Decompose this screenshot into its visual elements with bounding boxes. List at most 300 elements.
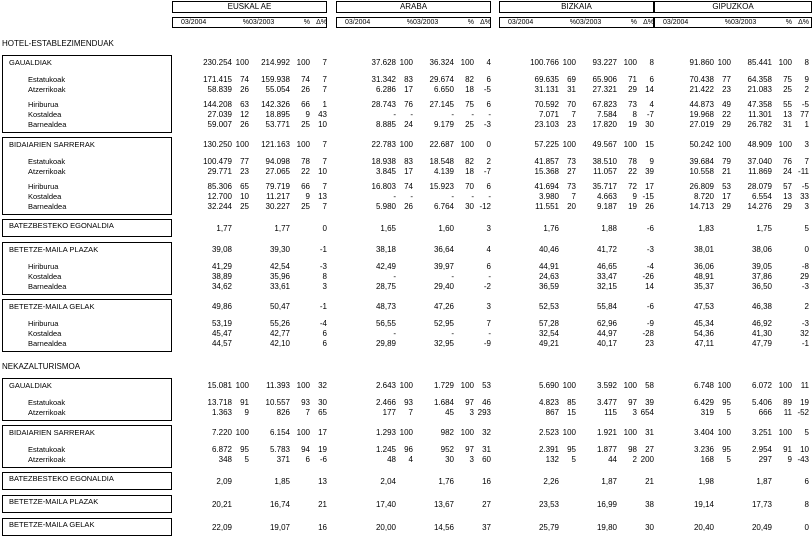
value-cell: 1,60 — [438, 224, 454, 233]
value-cell: 6 — [322, 339, 327, 348]
value-cell: 14.713 — [689, 202, 714, 211]
value-cell: 867 — [545, 408, 559, 417]
value-cell: 27 — [567, 167, 576, 176]
block-title: GAUALDIAK — [9, 58, 52, 67]
value-cell: 37,86 — [751, 272, 772, 281]
value-cell: 49 — [722, 100, 731, 109]
subheader-row — [499, 17, 654, 28]
value-cell: 5.980 — [375, 202, 396, 211]
value-cell: 13 — [783, 110, 792, 119]
value-cell: 10 — [318, 167, 327, 176]
value-cell: 1 — [804, 120, 809, 129]
value-cell: 9.187 — [596, 202, 617, 211]
value-cell: 4 — [649, 100, 654, 109]
value-cell: 100 — [562, 58, 576, 67]
value-cell: 2 — [486, 157, 491, 166]
value-cell: 83 — [404, 75, 413, 84]
value-cell: 1,83 — [698, 224, 714, 233]
value-cell: 56,55 — [375, 319, 396, 328]
value-cell: 44,57 — [211, 339, 232, 348]
value-cell: 6 — [305, 455, 310, 464]
value-cell: 6.650 — [433, 85, 454, 94]
value-cell: 6.429 — [693, 398, 714, 407]
value-cell: 53 — [722, 182, 731, 191]
value-cell: 10.557 — [265, 398, 290, 407]
value-cell: 11.217 — [266, 192, 290, 201]
value-cell: 32,15 — [596, 282, 617, 291]
value-cell: 1,87 — [756, 477, 772, 486]
subheader-cell: % — [242, 19, 249, 26]
value-cell: -26 — [642, 272, 654, 281]
value-cell: 2.643 — [375, 381, 396, 390]
value-cell: 100 — [717, 58, 731, 67]
value-cell: 100 — [778, 381, 792, 390]
value-cell: 25 — [465, 120, 474, 129]
value-cell: 95 — [722, 445, 731, 454]
value-cell: 2 — [632, 455, 637, 464]
value-cell: 15.081 — [207, 381, 232, 390]
value-cell: 1,77 — [216, 224, 232, 233]
value-cell: 17 — [645, 182, 654, 191]
value-cell: 26.809 — [689, 182, 714, 191]
value-cell: 6.072 — [751, 381, 772, 390]
value-cell: 23.103 — [534, 120, 559, 129]
value-cell: 53,19 — [211, 319, 232, 328]
value-cell: 47.358 — [747, 100, 772, 109]
value-cell: 26.782 — [747, 120, 772, 129]
value-cell: 69 — [567, 75, 576, 84]
value-cell: 8 — [804, 58, 809, 67]
value-cell: 3.845 — [375, 167, 396, 176]
value-cell: 60 — [482, 455, 491, 464]
value-cell: 31.342 — [371, 75, 396, 84]
value-cell: -6 — [646, 302, 654, 311]
value-cell: 100 — [296, 381, 310, 390]
value-cell: 41,72 — [596, 245, 617, 254]
value-cell: 25,79 — [538, 523, 559, 532]
value-cell: 100 — [460, 58, 474, 67]
value-cell: 9 — [244, 408, 249, 417]
value-cell: 319 — [700, 408, 714, 417]
value-cell: 8 — [632, 110, 637, 119]
value-cell: - — [471, 110, 474, 119]
value-cell: 100 — [623, 58, 637, 67]
value-cell: 30 — [445, 455, 454, 464]
value-cell: 200 — [640, 455, 654, 464]
value-cell: 100 — [460, 381, 474, 390]
value-cell: -4 — [319, 319, 327, 328]
value-cell: 72 — [628, 182, 637, 191]
value-cell: 42,54 — [269, 262, 290, 271]
value-cell: 97 — [628, 398, 637, 407]
value-cell: 5 — [804, 428, 809, 437]
value-cell: 48,73 — [375, 302, 396, 311]
value-cell: 100 — [778, 140, 792, 149]
value-cell: 7.071 — [538, 110, 559, 119]
value-cell: 100 — [623, 381, 637, 390]
value-cell: 1.684 — [433, 398, 454, 407]
block-title: BETETZE-MAILA GELAK — [9, 302, 95, 311]
value-cell: 45 — [445, 408, 454, 417]
value-cell: - — [488, 110, 491, 119]
value-cell: -15 — [642, 192, 654, 201]
value-cell: 29 — [783, 202, 792, 211]
subheader-cell: % — [785, 19, 792, 26]
value-cell: - — [488, 329, 491, 338]
subheader-cell: Δ% — [643, 19, 654, 26]
value-cell: 13 — [318, 192, 327, 201]
value-cell: 19,07 — [269, 523, 290, 532]
value-cell: 79 — [722, 157, 731, 166]
value-cell: 95 — [722, 398, 731, 407]
value-cell: 65 — [318, 408, 327, 417]
value-cell: 4.823 — [538, 398, 559, 407]
value-cell: 43 — [318, 110, 327, 119]
value-cell: 32 — [482, 428, 491, 437]
value-cell: 11.057 — [593, 167, 617, 176]
value-cell: 47,53 — [693, 302, 714, 311]
value-cell: 115 — [604, 408, 617, 417]
value-cell: 952 — [440, 445, 454, 454]
value-cell: 8.720 — [693, 192, 714, 201]
value-cell: 79.719 — [265, 182, 290, 191]
value-cell: 58 — [645, 381, 654, 390]
value-cell: 65.906 — [592, 75, 617, 84]
value-cell: 49,21 — [538, 339, 559, 348]
value-cell: 37.040 — [747, 157, 772, 166]
value-cell: 6.764 — [433, 202, 454, 211]
value-cell: 30 — [318, 398, 327, 407]
value-cell: 75 — [783, 75, 792, 84]
value-cell: 48,91 — [693, 272, 714, 281]
row-label: Kostaldea — [28, 110, 62, 119]
value-cell: -52 — [797, 408, 809, 417]
value-cell: 18 — [465, 85, 474, 94]
value-cell: 4.663 — [596, 192, 617, 201]
value-cell: 27.065 — [265, 167, 290, 176]
value-cell: 7 — [804, 157, 809, 166]
value-cell: 7 — [571, 192, 576, 201]
value-cell: 70 — [567, 100, 576, 109]
value-cell: 28.743 — [371, 100, 396, 109]
row-label: Hiriburua — [28, 319, 59, 328]
value-cell: 9.179 — [433, 120, 454, 129]
value-cell: 39 — [645, 398, 654, 407]
value-cell: 32 — [318, 381, 327, 390]
value-cell: 74 — [240, 75, 249, 84]
value-cell: 29.674 — [429, 75, 454, 84]
value-cell: 49.567 — [592, 140, 617, 149]
value-cell: 1 — [322, 100, 327, 109]
value-cell: 85.306 — [207, 182, 232, 191]
value-cell: 6 — [486, 182, 491, 191]
value-cell: 293 — [477, 408, 491, 417]
value-cell: 27.145 — [429, 100, 454, 109]
value-cell: 1.921 — [596, 428, 617, 437]
value-cell: 1,98 — [698, 477, 714, 486]
value-cell: 31 — [567, 85, 576, 94]
value-cell: 9 — [787, 455, 792, 464]
value-cell: 42,49 — [375, 262, 396, 271]
value-cell: 666 — [758, 408, 772, 417]
value-cell: 83 — [404, 157, 413, 166]
value-cell: 77 — [722, 75, 731, 84]
value-cell: 13,67 — [433, 500, 454, 509]
value-cell: 3 — [469, 455, 474, 464]
value-cell: 16,99 — [596, 500, 617, 509]
value-cell: 7 — [322, 75, 327, 84]
value-cell: 14,56 — [433, 523, 454, 532]
value-cell: 0 — [804, 523, 809, 532]
value-cell: 21.422 — [689, 85, 714, 94]
value-cell: 41.694 — [534, 182, 559, 191]
value-cell: 7 — [571, 110, 576, 119]
row-label: Estatukoak — [28, 445, 66, 454]
value-cell: 31.131 — [534, 85, 559, 94]
value-cell: 5 — [804, 224, 809, 233]
value-cell: 29 — [800, 272, 809, 281]
value-cell: 159.938 — [261, 75, 290, 84]
value-cell: 7.220 — [211, 428, 232, 437]
value-cell: 12 — [240, 110, 249, 119]
value-cell: 1.729 — [433, 381, 454, 390]
value-cell: 1,88 — [601, 224, 617, 233]
value-cell: -9 — [483, 339, 491, 348]
value-cell: 3 — [322, 282, 327, 291]
value-cell: 39,05 — [751, 262, 772, 271]
value-cell: 77 — [240, 157, 249, 166]
value-cell: 23 — [645, 339, 654, 348]
value-cell: 100 — [623, 428, 637, 437]
value-cell: 130.250 — [203, 140, 232, 149]
value-cell: 29,89 — [375, 339, 396, 348]
value-cell: 94 — [301, 445, 310, 454]
value-cell: 4 — [408, 455, 413, 464]
value-cell: 100 — [717, 140, 731, 149]
value-cell: 85.441 — [747, 58, 772, 67]
value-cell: 78 — [301, 157, 310, 166]
value-cell: 17,73 — [751, 500, 772, 509]
value-cell: 26 — [404, 202, 413, 211]
value-cell: 4 — [486, 58, 491, 67]
value-cell: 8 — [804, 500, 809, 509]
value-cell: -43 — [797, 455, 809, 464]
value-cell: 33,47 — [596, 272, 617, 281]
value-cell: 26 — [240, 120, 249, 129]
value-cell: 18.895 — [265, 110, 290, 119]
value-cell: 7 — [322, 85, 327, 94]
value-cell: 95 — [240, 445, 249, 454]
value-cell: 27 — [482, 500, 491, 509]
value-cell: 44,97 — [596, 329, 617, 338]
value-cell: - — [451, 192, 454, 201]
value-cell: 8.885 — [375, 120, 396, 129]
value-cell: 3.236 — [693, 445, 714, 454]
value-cell: 18.938 — [371, 157, 396, 166]
value-cell: 46,92 — [751, 319, 772, 328]
value-cell: 297 — [758, 455, 772, 464]
value-cell: 826 — [276, 408, 290, 417]
value-cell: 17 — [404, 167, 413, 176]
value-cell: -5 — [801, 100, 809, 109]
row-label: Atzerrikoak — [28, 455, 66, 464]
value-cell: 2.391 — [538, 445, 559, 454]
value-cell: 38.510 — [592, 157, 617, 166]
value-cell: - — [393, 272, 396, 281]
row-label: Kostaldea — [28, 192, 62, 201]
value-cell: 16 — [318, 523, 327, 532]
value-cell: 5.690 — [538, 381, 559, 390]
value-cell: 50.242 — [689, 140, 714, 149]
value-cell: 50,47 — [269, 302, 290, 311]
value-cell: 27.019 — [689, 120, 714, 129]
value-cell: -12 — [479, 202, 491, 211]
row-label: Estatukoak — [28, 157, 66, 166]
value-cell: 1.293 — [375, 428, 396, 437]
value-cell: -3 — [801, 319, 809, 328]
value-cell: 45,47 — [211, 329, 232, 338]
value-cell: 48.909 — [747, 140, 772, 149]
value-cell: 55.054 — [265, 85, 290, 94]
value-cell: 8 — [649, 58, 654, 67]
row-label: Kostaldea — [28, 272, 62, 281]
value-cell: 100 — [562, 428, 576, 437]
value-cell: 100 — [235, 428, 249, 437]
value-cell: 6.154 — [269, 428, 290, 437]
value-cell: 33,61 — [269, 282, 290, 291]
value-cell: 76 — [404, 100, 413, 109]
value-cell: 39,08 — [211, 245, 232, 254]
value-cell: 7 — [322, 157, 327, 166]
value-cell: -3 — [483, 120, 491, 129]
value-cell: 11.869 — [748, 167, 772, 176]
value-cell: 55 — [783, 100, 792, 109]
value-cell: 29 — [628, 85, 637, 94]
value-cell: 16,74 — [269, 500, 290, 509]
value-cell: 2,04 — [380, 477, 396, 486]
value-cell: 13.718 — [207, 398, 232, 407]
subheader-cell: 03/2003 — [413, 19, 439, 26]
value-cell: 26 — [301, 85, 310, 94]
value-cell: 1.877 — [596, 445, 617, 454]
value-cell: 21 — [318, 500, 327, 509]
value-cell: 11.551 — [535, 202, 559, 211]
value-cell: 15.368 — [534, 167, 559, 176]
value-cell: 100 — [399, 140, 413, 149]
value-cell: 26 — [645, 202, 654, 211]
value-cell: 100 — [717, 428, 731, 437]
row-label: Hiriburua — [28, 262, 59, 271]
value-cell: 100 — [623, 140, 637, 149]
value-cell: 132 — [545, 455, 559, 464]
value-cell: 6 — [486, 100, 491, 109]
value-cell: 3.404 — [693, 428, 714, 437]
value-cell: -2 — [483, 282, 491, 291]
value-cell: -9 — [646, 319, 654, 328]
value-cell: 42,77 — [269, 329, 290, 338]
value-cell: 15 — [645, 140, 654, 149]
row-label: Atzerrikoak — [28, 408, 66, 417]
value-cell: 6.748 — [693, 381, 714, 390]
value-cell: 73 — [567, 157, 576, 166]
value-cell: 36,59 — [538, 282, 559, 291]
value-cell: 55,26 — [269, 319, 290, 328]
value-cell: 100 — [399, 58, 413, 67]
value-cell: 20 — [567, 202, 576, 211]
value-cell: 7 — [408, 408, 413, 417]
value-cell: 9 — [305, 192, 310, 201]
value-cell: 74 — [301, 75, 310, 84]
subheader-cell: 03/2004 — [181, 19, 207, 26]
row-label: Estatukoak — [28, 398, 66, 407]
value-cell: 100 — [399, 428, 413, 437]
value-cell: 34,62 — [211, 282, 232, 291]
value-cell: 20,21 — [211, 500, 232, 509]
value-cell: 100 — [296, 140, 310, 149]
value-cell: 22 — [301, 167, 310, 176]
value-cell: 100 — [399, 381, 413, 390]
value-cell: 53.771 — [265, 120, 290, 129]
value-cell: 27.039 — [207, 110, 232, 119]
value-cell: 57.225 — [534, 140, 559, 149]
value-cell: 230.254 — [203, 58, 232, 67]
value-cell: 30 — [645, 523, 654, 532]
value-cell: 3.477 — [596, 398, 617, 407]
value-cell: 31 — [645, 428, 654, 437]
value-cell: 77 — [800, 110, 809, 119]
value-cell: 25 — [301, 120, 310, 129]
subheader-cell: 03/2004 — [508, 19, 534, 26]
subheader-cell: % — [724, 19, 731, 26]
value-cell: 18 — [465, 167, 474, 176]
value-cell: 58.839 — [207, 85, 232, 94]
value-cell: 7 — [305, 408, 310, 417]
value-cell: 982 — [440, 428, 454, 437]
value-cell: 100 — [235, 58, 249, 67]
value-cell: 29 — [722, 120, 731, 129]
value-cell: 1,76 — [543, 224, 559, 233]
value-cell: 33 — [800, 192, 809, 201]
value-cell: 5.406 — [751, 398, 772, 407]
value-cell: 9 — [804, 75, 809, 84]
value-cell: - — [451, 329, 454, 338]
value-cell: 12.700 — [207, 192, 232, 201]
value-cell: 32.244 — [207, 202, 232, 211]
value-cell: 37.628 — [371, 58, 396, 67]
value-cell: 15.923 — [429, 182, 454, 191]
value-cell: 10.558 — [689, 167, 714, 176]
value-cell: 3.251 — [751, 428, 772, 437]
value-cell: 9 — [649, 157, 654, 166]
value-cell: -6 — [646, 224, 654, 233]
value-cell: 45,34 — [693, 319, 714, 328]
value-cell: 30 — [645, 120, 654, 129]
value-cell: 171.415 — [203, 75, 232, 84]
value-cell: 17 — [404, 85, 413, 94]
value-cell: 52,95 — [433, 319, 454, 328]
value-cell: - — [451, 272, 454, 281]
value-cell: 97 — [465, 398, 474, 407]
value-cell: 6.554 — [751, 192, 772, 201]
value-cell: 1,75 — [756, 224, 772, 233]
value-cell: 70.438 — [689, 75, 714, 84]
subheader-cell: 03/2003 — [576, 19, 602, 26]
value-cell: -7 — [646, 110, 654, 119]
value-cell: 4 — [486, 245, 491, 254]
value-cell: 82 — [465, 157, 474, 166]
row-label: Atzerrikoak — [28, 85, 66, 94]
value-cell: 10 — [240, 192, 249, 201]
